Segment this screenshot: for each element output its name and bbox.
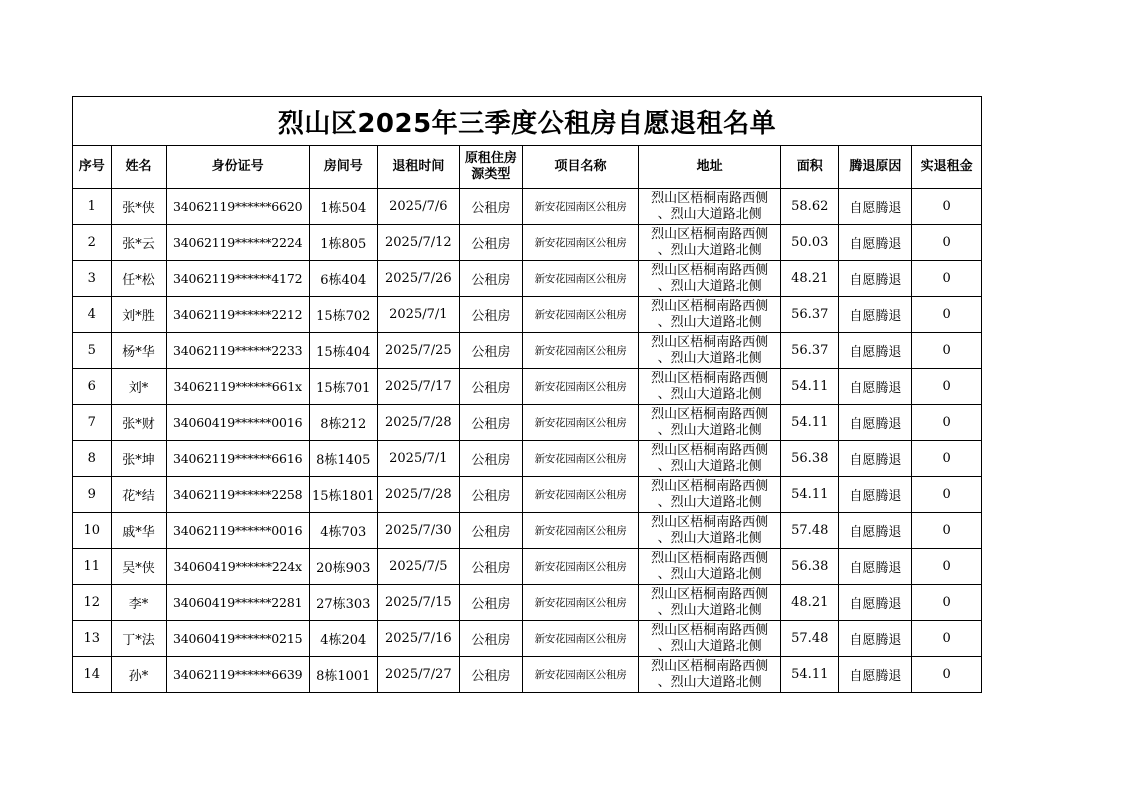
cell-area: 50.03 xyxy=(781,225,839,261)
cell-room: 15栋701 xyxy=(309,369,377,405)
address-line-1: 烈山区梧桐南路西侧 xyxy=(651,550,769,566)
cell-reason: 自愿腾退 xyxy=(839,333,912,369)
cell-reason: 自愿腾退 xyxy=(839,621,912,657)
table-row xyxy=(73,621,981,657)
table-header-row xyxy=(73,146,981,189)
cell-project: 新安花园南区公租房 xyxy=(522,369,638,405)
table-row xyxy=(73,657,981,693)
cell-seq: 9 xyxy=(73,477,111,513)
cell-address xyxy=(639,261,781,297)
address-line-2: 、烈山大道路北侧 xyxy=(657,602,762,618)
cell-name: 张*云 xyxy=(111,225,166,261)
cell-id-number: 34062119******2224 xyxy=(166,225,309,261)
cell-refund: 0 xyxy=(912,189,981,225)
cell-refund: 0 xyxy=(912,261,981,297)
cell-refund: 0 xyxy=(912,549,981,585)
address-line-2: 、烈山大道路北侧 xyxy=(657,638,762,654)
cell-area: 56.37 xyxy=(781,333,839,369)
cell-housing-type: 公租房 xyxy=(459,405,522,441)
cell-area: 57.48 xyxy=(781,621,839,657)
cell-room: 8栋1001 xyxy=(309,657,377,693)
cell-room: 27栋303 xyxy=(309,585,377,621)
cell-reason: 自愿腾退 xyxy=(839,549,912,585)
address-line-1: 烈山区梧桐南路西侧 xyxy=(651,370,769,386)
header-refund: 实退租金 xyxy=(912,146,981,189)
cell-id-number: 34060419******224x xyxy=(166,549,309,585)
cell-area: 54.11 xyxy=(781,657,839,693)
cell-refund: 0 xyxy=(912,513,981,549)
cell-name: 丁*法 xyxy=(111,621,166,657)
cell-date: 2025/7/6 xyxy=(377,189,459,225)
address-line-1: 烈山区梧桐南路西侧 xyxy=(651,658,769,674)
cell-housing-type: 公租房 xyxy=(459,513,522,549)
cell-date: 2025/7/1 xyxy=(377,297,459,333)
cell-seq: 13 xyxy=(73,621,111,657)
cell-refund: 0 xyxy=(912,477,981,513)
cell-address xyxy=(639,513,781,549)
cell-reason: 自愿腾退 xyxy=(839,225,912,261)
cell-reason: 自愿腾退 xyxy=(839,261,912,297)
page-title: 烈山区2025年三季度公租房自愿退租名单 xyxy=(73,97,981,146)
table-row xyxy=(73,189,981,225)
cell-id-number: 34060419******0016 xyxy=(166,405,309,441)
table-row xyxy=(73,477,981,513)
cell-id-number: 34062119******661x xyxy=(166,369,309,405)
cell-area: 48.21 xyxy=(781,585,839,621)
cell-refund: 0 xyxy=(912,585,981,621)
address-line-1: 烈山区梧桐南路西侧 xyxy=(651,442,769,458)
cell-name: 任*松 xyxy=(111,261,166,297)
cell-date: 2025/7/16 xyxy=(377,621,459,657)
cell-address xyxy=(639,621,781,657)
cell-project: 新安花园南区公租房 xyxy=(522,225,638,261)
cell-area: 48.21 xyxy=(781,261,839,297)
cell-project: 新安花园南区公租房 xyxy=(522,657,638,693)
cell-date: 2025/7/15 xyxy=(377,585,459,621)
cell-project: 新安花园南区公租房 xyxy=(522,297,638,333)
cell-seq: 6 xyxy=(73,369,111,405)
cell-seq: 7 xyxy=(73,405,111,441)
address-line-2: 、烈山大道路北侧 xyxy=(657,386,762,402)
cell-address xyxy=(639,441,781,477)
cell-seq: 10 xyxy=(73,513,111,549)
address-line-1: 烈山区梧桐南路西侧 xyxy=(651,190,769,206)
cell-project: 新安花园南区公租房 xyxy=(522,333,638,369)
cell-seq: 8 xyxy=(73,441,111,477)
cell-name: 杨*华 xyxy=(111,333,166,369)
cell-housing-type: 公租房 xyxy=(459,333,522,369)
table-row xyxy=(73,585,981,621)
cell-name: 李* xyxy=(111,585,166,621)
cell-date: 2025/7/25 xyxy=(377,333,459,369)
header-id-number: 身份证号 xyxy=(166,146,309,189)
cell-seq: 2 xyxy=(73,225,111,261)
cell-room: 6栋404 xyxy=(309,261,377,297)
cell-name: 张*侠 xyxy=(111,189,166,225)
header-name: 姓名 xyxy=(111,146,166,189)
cell-project: 新安花园南区公租房 xyxy=(522,513,638,549)
cell-reason: 自愿腾退 xyxy=(839,657,912,693)
cell-id-number: 34060419******0215 xyxy=(166,621,309,657)
cell-area: 54.11 xyxy=(781,405,839,441)
cell-id-number: 34062119******2233 xyxy=(166,333,309,369)
header-project: 项目名称 xyxy=(522,146,638,189)
table-row xyxy=(73,549,981,585)
cell-id-number: 34062119******2212 xyxy=(166,297,309,333)
cell-housing-type: 公租房 xyxy=(459,585,522,621)
table-row xyxy=(73,297,981,333)
cell-address xyxy=(639,297,781,333)
cell-room: 15栋1801 xyxy=(309,477,377,513)
cell-date: 2025/7/17 xyxy=(377,369,459,405)
cell-room: 15栋702 xyxy=(309,297,377,333)
cell-address xyxy=(639,585,781,621)
cell-id-number: 34062119******6620 xyxy=(166,189,309,225)
address-line-1: 烈山区梧桐南路西侧 xyxy=(651,586,769,602)
cell-housing-type: 公租房 xyxy=(459,189,522,225)
address-line-2: 、烈山大道路北侧 xyxy=(657,566,762,582)
cell-area: 54.11 xyxy=(781,477,839,513)
address-line-1: 烈山区梧桐南路西侧 xyxy=(651,622,769,638)
address-line-1: 烈山区梧桐南路西侧 xyxy=(651,226,769,242)
cell-address xyxy=(639,549,781,585)
cell-date: 2025/7/28 xyxy=(377,477,459,513)
cell-refund: 0 xyxy=(912,657,981,693)
cell-area: 56.37 xyxy=(781,297,839,333)
cell-seq: 12 xyxy=(73,585,111,621)
header-housing-type: 原租住房源类型 xyxy=(459,146,522,189)
cell-address xyxy=(639,369,781,405)
cell-id-number: 34062119******0016 xyxy=(166,513,309,549)
address-line-1: 烈山区梧桐南路西侧 xyxy=(651,262,769,278)
cell-housing-type: 公租房 xyxy=(459,549,522,585)
cell-room: 1栋805 xyxy=(309,225,377,261)
cell-room: 8栋212 xyxy=(309,405,377,441)
table-row xyxy=(73,261,981,297)
address-line-2: 、烈山大道路北侧 xyxy=(657,458,762,474)
cell-room: 4栋703 xyxy=(309,513,377,549)
cell-refund: 0 xyxy=(912,333,981,369)
cell-address xyxy=(639,405,781,441)
cell-refund: 0 xyxy=(912,405,981,441)
cell-name: 刘*胜 xyxy=(111,297,166,333)
cell-area: 56.38 xyxy=(781,441,839,477)
cell-reason: 自愿腾退 xyxy=(839,405,912,441)
address-line-2: 、烈山大道路北侧 xyxy=(657,494,762,510)
cell-housing-type: 公租房 xyxy=(459,369,522,405)
cell-name: 张*财 xyxy=(111,405,166,441)
cell-date: 2025/7/28 xyxy=(377,405,459,441)
header-reason: 腾退原因 xyxy=(839,146,912,189)
address-line-2: 、烈山大道路北侧 xyxy=(657,422,762,438)
cell-date: 2025/7/5 xyxy=(377,549,459,585)
cell-area: 54.11 xyxy=(781,369,839,405)
table-row xyxy=(73,405,981,441)
rent-withdrawal-sheet xyxy=(72,96,982,693)
cell-room: 20栋903 xyxy=(309,549,377,585)
cell-id-number: 34062119******2258 xyxy=(166,477,309,513)
cell-address xyxy=(639,333,781,369)
cell-reason: 自愿腾退 xyxy=(839,477,912,513)
address-line-2: 、烈山大道路北侧 xyxy=(657,278,762,294)
cell-housing-type: 公租房 xyxy=(459,261,522,297)
cell-refund: 0 xyxy=(912,621,981,657)
cell-address xyxy=(639,225,781,261)
cell-date: 2025/7/12 xyxy=(377,225,459,261)
cell-id-number: 34062119******6616 xyxy=(166,441,309,477)
address-line-1: 烈山区梧桐南路西侧 xyxy=(651,514,769,530)
cell-reason: 自愿腾退 xyxy=(839,441,912,477)
cell-name: 戚*华 xyxy=(111,513,166,549)
cell-address xyxy=(639,477,781,513)
cell-room: 15栋404 xyxy=(309,333,377,369)
cell-project: 新安花园南区公租房 xyxy=(522,585,638,621)
cell-reason: 自愿腾退 xyxy=(839,189,912,225)
cell-name: 孙* xyxy=(111,657,166,693)
header-address: 地址 xyxy=(639,146,781,189)
cell-id-number: 34060419******2281 xyxy=(166,585,309,621)
cell-project: 新安花园南区公租房 xyxy=(522,477,638,513)
cell-housing-type: 公租房 xyxy=(459,297,522,333)
address-line-1: 烈山区梧桐南路西侧 xyxy=(651,406,769,422)
address-line-1: 烈山区梧桐南路西侧 xyxy=(651,478,769,494)
cell-housing-type: 公租房 xyxy=(459,441,522,477)
cell-date: 2025/7/26 xyxy=(377,261,459,297)
table-row xyxy=(73,369,981,405)
cell-address xyxy=(639,657,781,693)
address-line-2: 、烈山大道路北侧 xyxy=(657,242,762,258)
cell-room: 4栋204 xyxy=(309,621,377,657)
cell-id-number: 34062119******6639 xyxy=(166,657,309,693)
header-seq: 序号 xyxy=(73,146,111,189)
address-line-2: 、烈山大道路北侧 xyxy=(657,206,762,222)
header-date: 退租时间 xyxy=(377,146,459,189)
table-row xyxy=(73,513,981,549)
address-line-2: 、烈山大道路北侧 xyxy=(657,350,762,366)
cell-date: 2025/7/30 xyxy=(377,513,459,549)
cell-housing-type: 公租房 xyxy=(459,621,522,657)
cell-date: 2025/7/1 xyxy=(377,441,459,477)
header-room: 房间号 xyxy=(309,146,377,189)
cell-refund: 0 xyxy=(912,441,981,477)
withdrawal-table xyxy=(73,146,981,692)
cell-name: 刘* xyxy=(111,369,166,405)
cell-housing-type: 公租房 xyxy=(459,657,522,693)
cell-room: 1栋504 xyxy=(309,189,377,225)
cell-project: 新安花园南区公租房 xyxy=(522,549,638,585)
cell-refund: 0 xyxy=(912,225,981,261)
cell-area: 56.38 xyxy=(781,549,839,585)
cell-project: 新安花园南区公租房 xyxy=(522,441,638,477)
table-row xyxy=(73,441,981,477)
address-line-2: 、烈山大道路北侧 xyxy=(657,314,762,330)
cell-project: 新安花园南区公租房 xyxy=(522,261,638,297)
cell-project: 新安花园南区公租房 xyxy=(522,189,638,225)
cell-id-number: 34062119******4172 xyxy=(166,261,309,297)
cell-area: 58.62 xyxy=(781,189,839,225)
cell-project: 新安花园南区公租房 xyxy=(522,621,638,657)
cell-project: 新安花园南区公租房 xyxy=(522,405,638,441)
cell-address xyxy=(639,189,781,225)
cell-reason: 自愿腾退 xyxy=(839,513,912,549)
cell-refund: 0 xyxy=(912,297,981,333)
cell-reason: 自愿腾退 xyxy=(839,369,912,405)
header-area: 面积 xyxy=(781,146,839,189)
table-row xyxy=(73,225,981,261)
cell-seq: 11 xyxy=(73,549,111,585)
table-row xyxy=(73,333,981,369)
address-line-1: 烈山区梧桐南路西侧 xyxy=(651,298,769,314)
cell-reason: 自愿腾退 xyxy=(839,297,912,333)
cell-refund: 0 xyxy=(912,369,981,405)
cell-seq: 5 xyxy=(73,333,111,369)
cell-seq: 4 xyxy=(73,297,111,333)
cell-seq: 14 xyxy=(73,657,111,693)
cell-reason: 自愿腾退 xyxy=(839,585,912,621)
cell-seq: 1 xyxy=(73,189,111,225)
address-line-1: 烈山区梧桐南路西侧 xyxy=(651,334,769,350)
cell-name: 张*坤 xyxy=(111,441,166,477)
cell-name: 花*结 xyxy=(111,477,166,513)
cell-area: 57.48 xyxy=(781,513,839,549)
address-line-2: 、烈山大道路北侧 xyxy=(657,674,762,690)
cell-housing-type: 公租房 xyxy=(459,477,522,513)
cell-housing-type: 公租房 xyxy=(459,225,522,261)
cell-name: 吴*侠 xyxy=(111,549,166,585)
cell-seq: 3 xyxy=(73,261,111,297)
cell-date: 2025/7/27 xyxy=(377,657,459,693)
cell-room: 8栋1405 xyxy=(309,441,377,477)
address-line-2: 、烈山大道路北侧 xyxy=(657,530,762,546)
